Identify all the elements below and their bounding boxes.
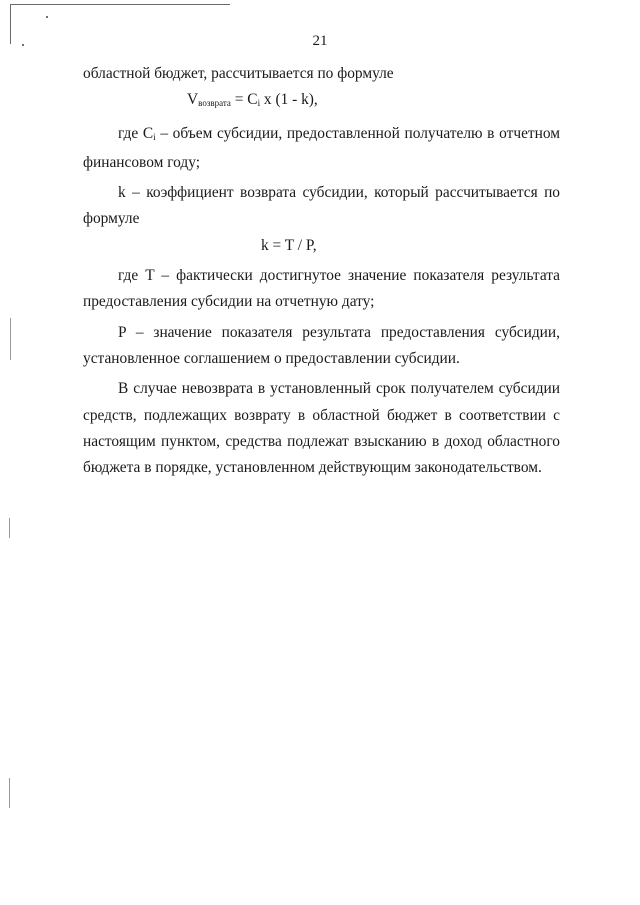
formula-return-volume: $V_{возврата} = C_i$ x (1 - k), (187, 91, 318, 109)
scan-margin-mark (9, 778, 10, 808)
paragraph-intro: областной бюджет, рассчитывается по формуле (83, 65, 394, 82)
formula-k: k = T / P, (261, 236, 317, 254)
paragraph-closing: В случае невозврата в установленный срок получателем субсидии средств, подлежащих возврату в областной бюджет в соответствии с настоящим пунктом, средства подлежат взысканию в доход областного бюджета в порядке, установленном действующим законодательством. (83, 380, 560, 477)
paragraph-def-t: где T – фактически достигнутое значение показателя результата предоставления субсидии на отчетную дату; (83, 267, 560, 311)
scan-speck (46, 16, 48, 18)
document-body (83, 61, 560, 481)
scan-border-top (10, 4, 230, 5)
scan-margin-mark (10, 318, 11, 360)
paragraph-def-k: k – коэффициент возврата субсидии, который рассчитывается по формуле (83, 184, 560, 228)
scan-margin-mark (9, 518, 10, 538)
paragraph-def-p: P – значение показателя результата предоставления субсидии, установленное соглашением о предоставлении субсидии. (83, 323, 560, 367)
page-number: 21 (312, 33, 328, 49)
paragraph-def-ci: где $C_i$ – объем субсидии, предоставленной получателю в отчетном финансовом году; (83, 124, 560, 171)
